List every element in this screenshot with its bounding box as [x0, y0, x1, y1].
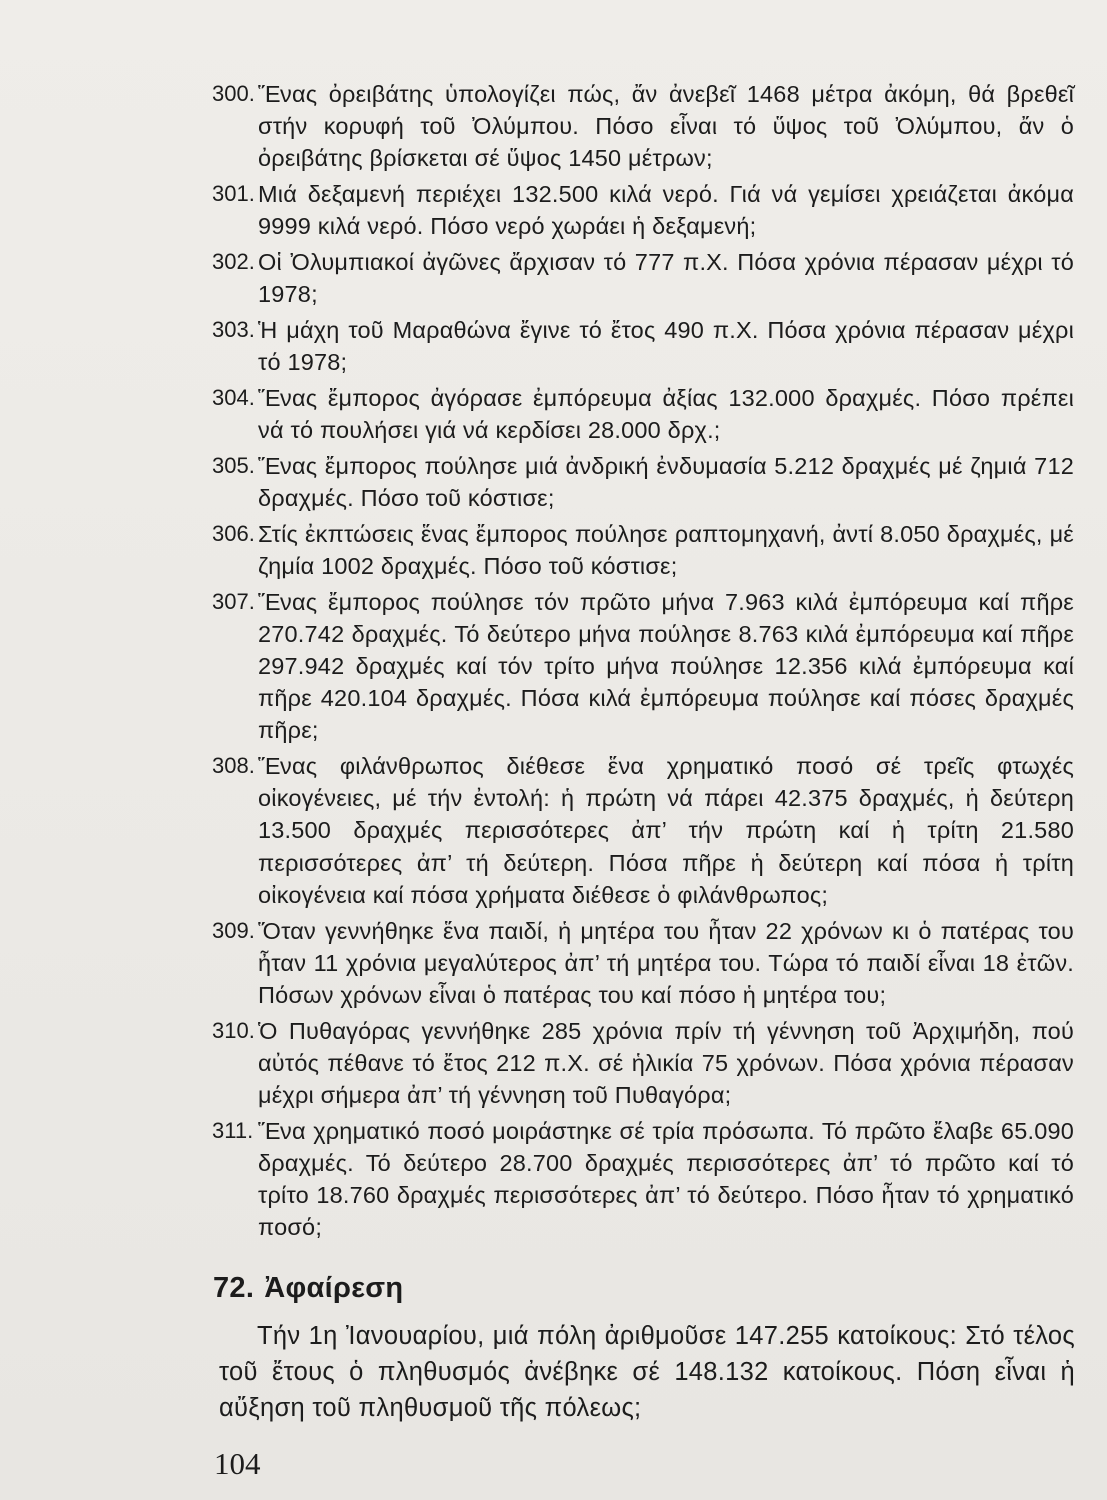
problem-item: [212, 586, 1074, 747]
section-intro-paragraph: Τήν 1η Ἰανουαρίου, μιά πόλη ἀριθμοῦσε 147.255 κατοίκους: Στό τέλος τοῦ ἔτους ὁ πληθυσμός ἀνέβηκε σέ 148.132 κατοίκους. Πόση εἶναι ἡ αὔξηση τοῦ πληθυσμοῦ τῆς πόλεως;: [219, 1322, 1075, 1422]
problem-item: [212, 78, 1074, 175]
section-title: Ἀφαίρεση: [264, 1272, 404, 1304]
problem-list: [212, 78, 1074, 1247]
problem-item: [212, 1015, 1074, 1112]
problem-number: 304.: [212, 384, 255, 410]
problem-number: 301.: [212, 181, 255, 207]
problem-text: Ἕνας ἔμπορος ἀγόρασε ἐμπόρευμα ἀξίας 132.000 δραχμές. Πόσο πρέπει νά τό πουλήσει γιά νά κερδίσει 28.000 δρχ.;: [258, 384, 1074, 444]
problem-text: Ἡ μάχη τοῦ Μαραθώνα ἔγινε τό ἔτος 490 π.Χ. Πόσα χρόνια πέρασαν μέχρι τό 1978;: [258, 316, 1074, 376]
problem-text: Ἕνας ἔμπορος πούλησε μιά ἀνδρική ἐνδυμασία 5.212 δραχμές μέ ζημιά 712 δραχμές. Πόσο τοῦ κόστισε;: [258, 452, 1074, 511]
problem-item: [212, 314, 1074, 378]
problem-number: 302.: [212, 249, 255, 275]
problem-number: 303.: [212, 316, 255, 342]
problem-text: Ἕνας ὀρειβάτης ὑπολογίζει πώς, ἄν ἀνεβεῖ 1468 μέτρα ἀκόμη, θά βρεθεῖ στήν κορυφή τοῦ Ὀλύμπου. Πόσο εἶναι τό ὕψος τοῦ Ὀλύμπου, ἄν ὁ ὀρειβάτης βρίσκεται σέ ὕψος 1450 μέτρων;: [258, 81, 1074, 172]
problem-text: Ὁ Πυθαγόρας γεννήθηκε 285 χρόνια πρίν τή γέννηση τοῦ Ἀρχιμήδη, πού αὐτός πέθανε τό ἔτος 212 π.Χ. σέ ἡλικία 75 χρόνων. Πόσα χρόνια πέρασαν μέχρι σήμερα ἀπ’ τή γέννηση τοῦ Πυθαγόρα;: [258, 1017, 1074, 1109]
section-heading: [213, 1272, 403, 1305]
problem-text: Οἱ Ὀλυμπιακοί ἀγῶνες ἄρχισαν τό 777 π.Χ. Πόσα χρόνια πέρασαν μέχρι τό 1978;: [258, 249, 1074, 308]
problem-text: Ἕνα χρηματικό ποσό μοιράστηκε σέ τρία πρόσωπα. Τό πρῶτο ἔλαβε 65.090 δραχμές. Τό δεύτερο 28.700 δραχμές περισσότερες ἀπ’ τό πρῶτο καί τό τρίτο 18.760 δραχμές περισσότερες ἀπ’ τό δεύτερο. Πόσο ἦταν τό χρηματικό ποσό;: [258, 1117, 1074, 1241]
problem-number: 306.: [212, 520, 255, 546]
problem-item: [212, 1115, 1074, 1244]
page-number: 104: [214, 1446, 261, 1481]
problem-number: 311.: [212, 1117, 254, 1143]
problem-item: [212, 450, 1074, 514]
problem-text: Ὅταν γεννήθηκε ἕνα παιδί, ἡ μητέρα του ἦταν 22 χρόνων κι ὁ πατέρας του ἦταν 11 χρόνια μεγαλύτερος ἀπ’ τή μητέρα του. Τώρα τό παιδί εἶναι 18 ἐτῶν. Πόσων χρόνων εἶναι ὁ πατέρας του καί πόσο ἡ μητέρα του;: [258, 917, 1074, 1008]
problem-number: 308.: [212, 753, 255, 779]
problem-item: [212, 382, 1074, 446]
problem-number: 310.: [212, 1017, 255, 1043]
problem-text: Ἕνας ἔμπορος πούλησε τόν πρῶτο μήνα 7.963 κιλά ἐμπόρευμα καί πῆρε 270.742 δραχμές. Τό δεύτερο μήνα πούλησε 8.763 κιλά ἐμπόρευμα καί πῆρε 297.942 δραχμές καί τόν τρίτο μήνα πούλησε 12.356 κιλά ἐμπόρευμα καί πῆρε 420.104 δραχμές. Πόσα κιλά ἐμπόρευμα πούλησε καί πόσες δραχμές πῆρε;: [258, 588, 1074, 744]
problem-text: Ἕνας φιλάνθρωπος διέθεσε ἕνα χρηματικό ποσό σέ τρεῖς φτωχές οἰκογένειες, μέ τήν ἐντολή: ἡ πρώτη νά πάρει 42.375 δραχμές, ἡ δεύτερη 13.500 δραχμές περισσότερες ἀπ’ τήν πρώτη καί ἡ τρίτη 21.580 περισσότερες ἀπ’ τή δεύτερη. Πόσα πῆρε ἡ δεύτερη καί πόσα ἡ τρίτη οἰκογένεια καί πόσα χρήματα διέθεσε ὁ φιλάνθρωπος;: [258, 753, 1074, 908]
problem-item: [212, 750, 1074, 911]
problem-text: Μιά δεξαμενή περιέχει 132.500 κιλά νερό. Γιά νά γεμίσει χρειάζεται ἀκόμα 9999 κιλά νερό. Πόσο νερό χωράει ἡ δεξαμενή;: [258, 181, 1074, 240]
problem-number: 300.: [212, 81, 255, 106]
problem-text: Στίς ἐκπτώσεις ἕνας ἔμπορος πούλησε ραπτομηχανή, ἀντί 8.050 δραχμές, μέ ζημία 1002 δραχμές. Πόσο τοῦ κόστισε;: [258, 520, 1074, 579]
problem-item: [212, 246, 1074, 310]
problem-item: [212, 915, 1074, 1012]
problem-number: 305.: [212, 452, 255, 478]
section-number: 72.: [213, 1272, 255, 1304]
problem-number: 309.: [212, 917, 255, 943]
problem-number: 307.: [212, 588, 255, 614]
problem-item: [212, 518, 1074, 582]
problem-item: [212, 178, 1074, 242]
